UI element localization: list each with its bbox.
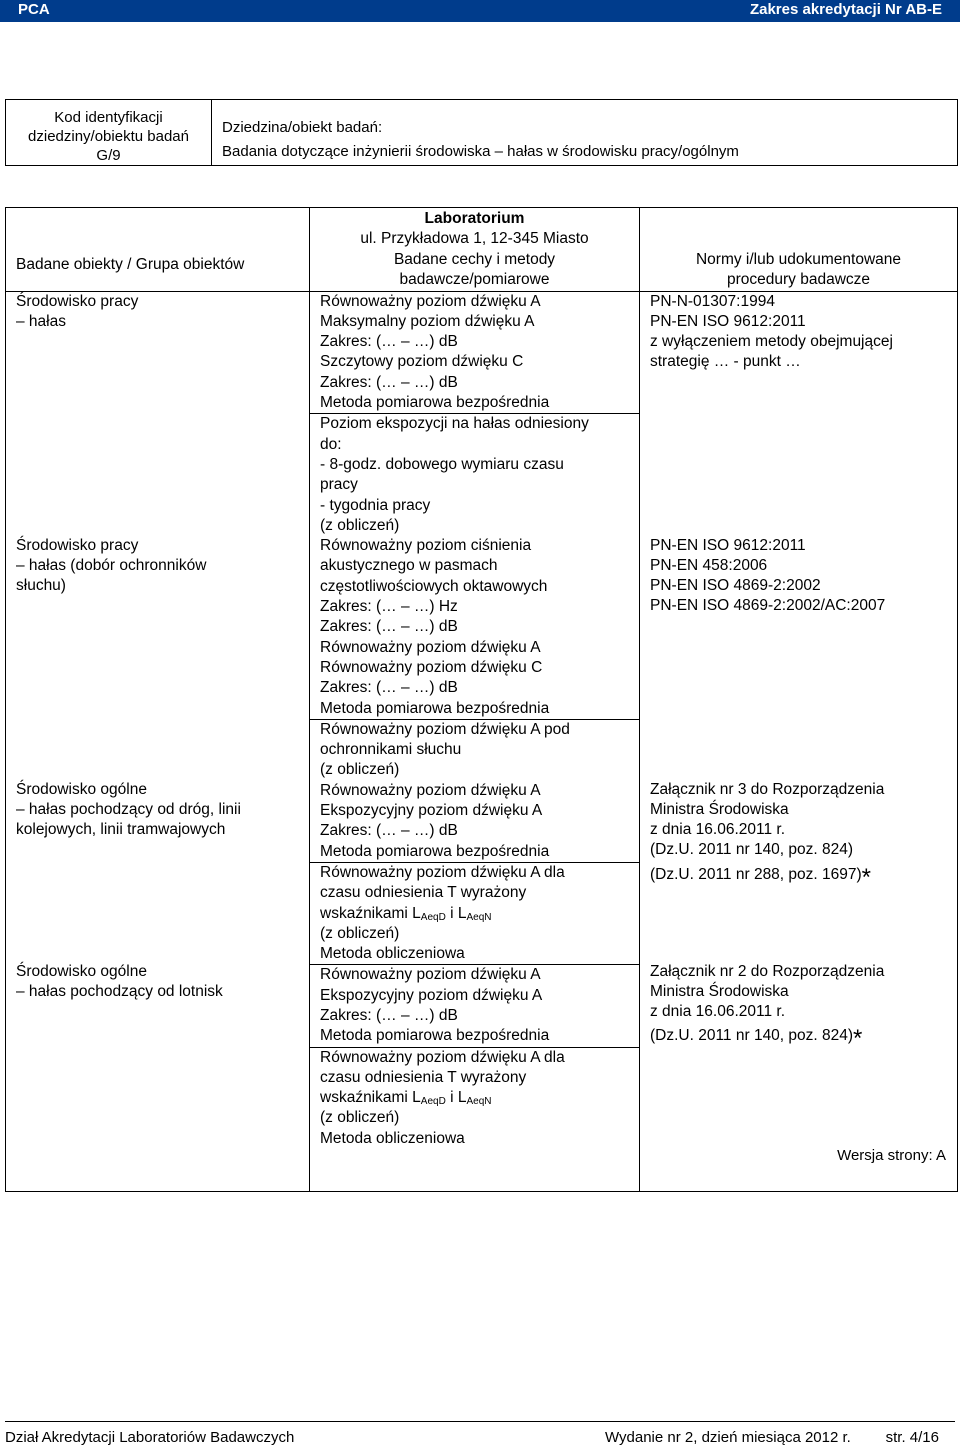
lab-address: ul. Przykładowa 1, 12-345 Miasto <box>360 230 589 248</box>
list-item: Środowisko pracy – hałas (dobór ochronników słuchu) <box>16 536 207 595</box>
domain-code-cell: Kod identyfikacji dziedziny/obiektu badań G/9 <box>6 100 212 166</box>
norms-cell <box>640 291 958 1191</box>
method-block: Równoważny poziom dźwięku A dla czasu odniesienia T wyrażony wskaźnikami $L_{AeqD}$ i $L_{AeqN}$ (z obliczeń) Metoda obliczeniowa <box>310 863 639 965</box>
org-name: PCA <box>18 1 50 18</box>
asterisk-mark: * <box>853 1025 863 1053</box>
footer-edition: Wydanie nr 2, dzień miesiąca 2012 r. <box>605 1429 851 1446</box>
table-row <box>6 291 958 1191</box>
col-methods-header: Laboratorium ul. Przykładowa 1, 12-345 Miasto Badane cechy i metody badawcze/pomiarowe <box>310 208 640 292</box>
list-item: Środowisko ogólne – hałas pochodzący od lotnisk <box>16 962 223 1000</box>
method-block: Równoważny poziom dźwięku A Maksymalny poziom dźwięku A Zakres: (… – …) dB Szczytowy poziom dźwięku C Zakres: (… – …) dB Metoda pomiarowa bezpośrednia <box>310 292 639 415</box>
domain-cell: Dziedzina/obiekt badań: Badania dotyczące inżynierii środowiska – hałas w środowisku pracy/ogólnym <box>212 100 958 166</box>
col-objects-header: Badane obiekty / Grupa obiektów <box>6 208 310 292</box>
top-bar <box>0 0 960 22</box>
method-block: Równoważny poziom ciśnienia akustycznego w pasmach częstotliwościowych oktawowych Zakres: (… – …) Hz Zakres: (… – …) dB Równoważny poziom dźwięku A Równoważny poziom dźwięku C Zakres: (… – …) dB Metoda pomiarowa bezpośrednia <box>310 536 639 720</box>
footer-divider <box>5 1421 955 1422</box>
norm-block: PN-N-01307:1994 PN-EN ISO 9612:2011 z wyłączeniem metody obejmującej strategię … - punkt … <box>650 292 893 371</box>
domain-value: Badania dotyczące inżynierii środowiska – hałas w środowisku pracy/ogólnym <box>222 143 739 160</box>
method-block: Równoważny poziom dźwięku A Ekspozycyjny poziom dźwięku A Zakres: (… – …) dB Metoda pomiarowa bezpośrednia <box>310 781 639 863</box>
norm-block: PN-EN ISO 9612:2011 PN-EN 458:2006 PN-EN ISO 4869-2:2002 PN-EN ISO 4869-2:2002/AC:2007 <box>650 536 886 615</box>
methods-cell <box>310 291 640 1191</box>
lab-title: Laboratorium <box>424 210 525 227</box>
page-version: Wersja strony: A <box>837 1147 946 1164</box>
document-title: Zakres akredytacji Nr AB-E <box>749 1 942 18</box>
page-number: str. 4/16 <box>885 1429 939 1446</box>
col-norms-header: Normy i/lub udokumentowane procedury badawcze <box>640 208 958 292</box>
domain-code: G/9 <box>96 147 121 164</box>
method-block: Równoważny poziom dźwięku A dla czasu odniesienia T wyrażony wskaźnikami $L_{AeqD}$ i $L_{AeqN}$ (z obliczeń) Metoda obliczeniowa <box>320 1048 565 1147</box>
domain-header-table <box>5 99 958 166</box>
norm-block: Załącznik nr 3 do Rozporządzenia Ministra Środowiska z dnia 16.06.2011 r. (Dz.U. 2011 nr 140, poz. 824) (Dz.U. 2011 nr 288, poz. 1697)* <box>650 780 885 891</box>
norm-block: Załącznik nr 2 do Rozporządzenia Ministra Środowiska z dnia 16.06.2011 r. (Dz.U. 2011 nr 140, poz. 824)* <box>650 962 885 1053</box>
list-item: Środowisko pracy – hałas <box>16 292 139 330</box>
table-header-row <box>6 208 958 292</box>
method-block: Równoważny poziom dźwięku A pod ochronnikami słuchu (z obliczeń) <box>320 720 570 779</box>
list-item: Środowisko ogólne – hałas pochodzący od dróg, linii kolejowych, linii tramwajowych <box>16 780 241 839</box>
method-block: Równoważny poziom dźwięku A Ekspozycyjny poziom dźwięku A Zakres: (… – …) dB Metoda pomiarowa bezpośrednia <box>310 965 639 1047</box>
accreditation-table <box>5 207 958 1192</box>
method-block: Poziom ekspozycji na hałas odniesiony do: - 8-godz. dobowego wymiaru czasu pracy - tygodnia pracy (z obliczeń) <box>320 415 589 534</box>
objects-cell <box>6 291 310 1191</box>
asterisk-mark: * <box>861 863 872 891</box>
footer-department: Dział Akredytacji Laboratoriów Badawczych <box>5 1429 295 1446</box>
